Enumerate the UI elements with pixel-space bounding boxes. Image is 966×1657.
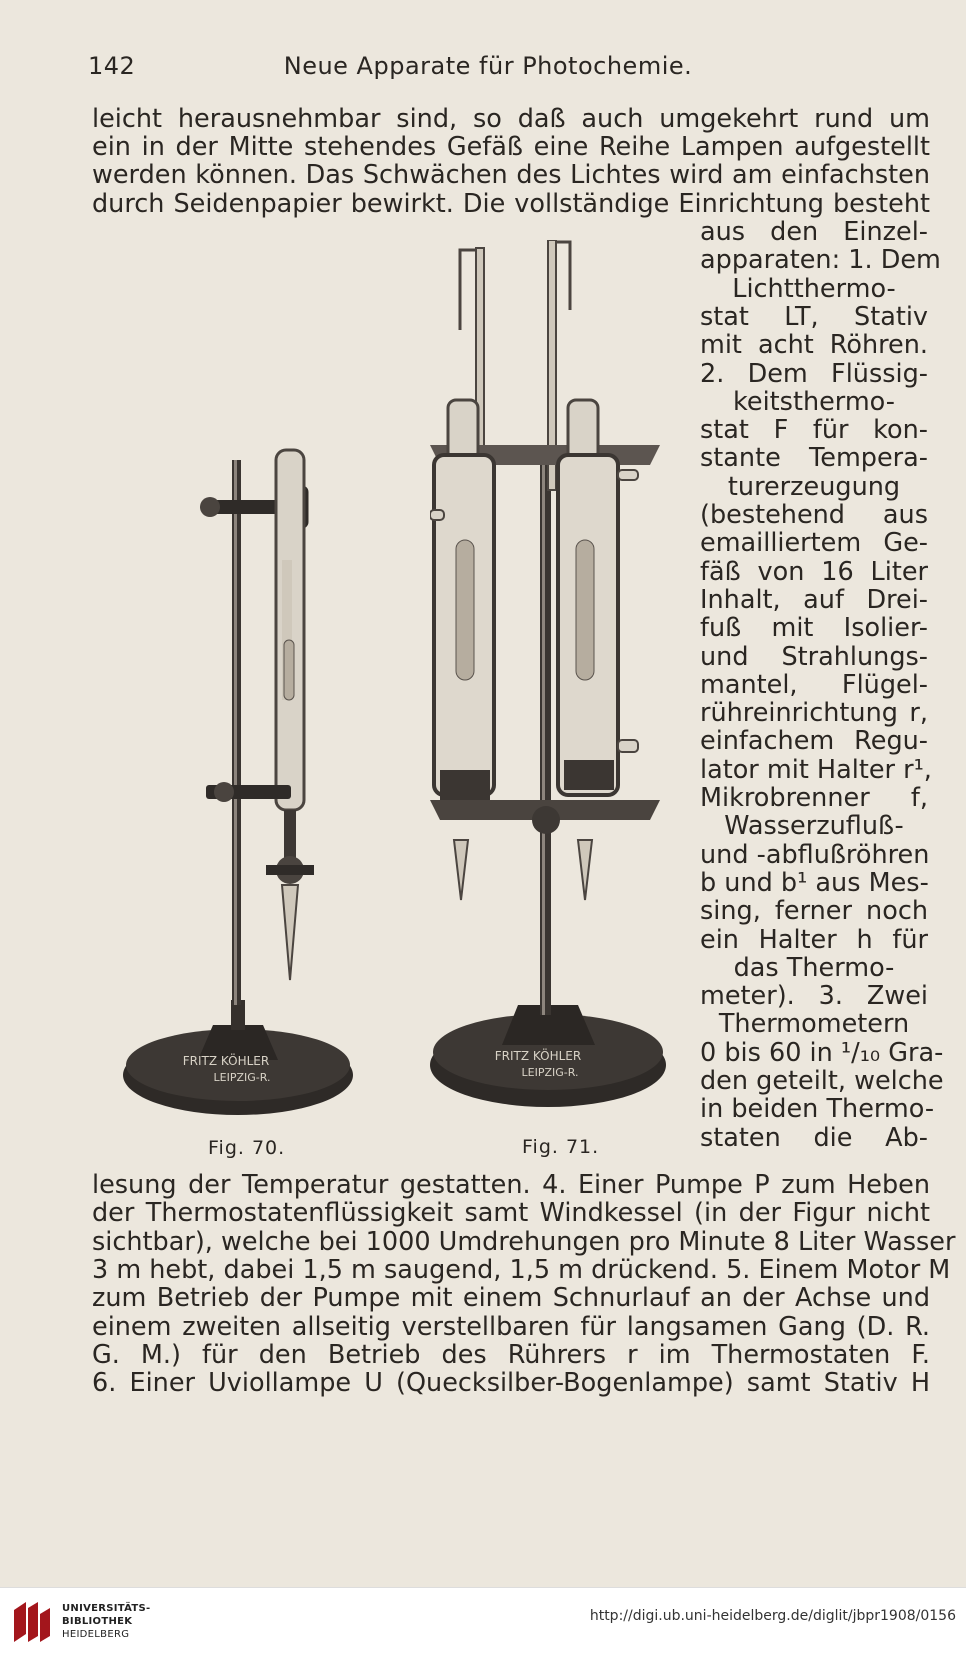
side-line: 2. Dem Flüssig- [700,358,928,389]
side-line: den geteilt, welche [700,1066,944,1096]
figure-71-maker-line1: FRITZ KÖHLER [494,1049,582,1063]
side-line: Wasserzufluß- [724,811,904,842]
side-line: b und b¹ aus Mes- [700,867,929,898]
library-name-line2: BIBLIOTHEK [62,1616,133,1627]
bottom-line: zum Betrieb der Pumpe mit einem Schnurlauf an der Achse und [92,1283,930,1314]
side-line: (bestehend aus [700,500,928,530]
library-name-line3: HEIDELBERG [62,1629,130,1640]
bottom-line: sichtbar), welche bei 1000 Umdrehungen pro Minute 8 Liter Wasser [92,1226,956,1257]
bottom-line: lesung der Temperatur gestatten. 4. Einer Pumpe P zum Heben [92,1170,930,1200]
side-line: meter). 3. Zwei [700,981,928,1012]
side-line: turerzeugung [727,471,901,502]
bottom-line: G. M.) für den Betrieb des Rührers r im Thermostaten F. [92,1339,930,1370]
side-line: fuß mit Isolier- [700,613,928,644]
side-line: stat LT, Stativ [700,301,928,332]
running-title: Neue Apparate für Photochemie. [283,52,693,80]
source-url-link[interactable]: http://digi.ub.uni-heidelberg.de/diglit/jbpr1908/0156 [589,1608,956,1624]
top-line: leicht herausnehmbar sind, so daß auch umgekehrt rund um [92,104,930,134]
side-line: fäß von 16 Liter [700,556,928,587]
side-line: rühreinrichtung r, [700,698,928,729]
side-line: staten die Ab- [700,1122,928,1153]
bottom-line: einem zweiten allseitig verstellbaren für langsamen Gang (D. R. [92,1311,930,1342]
side-line: keitsthermo- [733,386,895,417]
figure-70-maker-line2: LEIPZIG-R. [213,1071,271,1084]
side-line: Lichtthermo- [732,273,896,304]
side-line: stat F für kon- [700,415,928,446]
figure-70-maker-line1: FRITZ KÖHLER [182,1054,270,1068]
top-line: ein in der Mitte stehendes Gefäß eine Reihe Lampen aufgestellt [92,132,930,163]
bottom-line: 3 m hebt, dabei 1,5 m saugend, 1,5 m drückend. 5. Einem Motor M [92,1254,951,1285]
side-line: und -abflußröhren [700,839,930,870]
side-line: ein Halter h für [700,924,928,955]
figure-70-caption: Fig. 70. [208,1137,286,1159]
side-line: emailliertem Ge- [700,528,928,559]
side-line: lator mit Halter r¹, [700,754,932,785]
figure-71-maker-line2: LEIPZIG-R. [521,1066,579,1079]
side-line: und Strahlungs- [700,641,928,672]
library-name-line1: UNIVERSITÄTS- [62,1603,151,1614]
side-line: stante Tempera- [700,443,928,474]
side-line: apparaten: 1. Dem [700,245,941,276]
bottom-line: der Thermostatenflüssigkeit samt Windkessel (in der Figur nicht [92,1198,930,1229]
top-line: durch Seidenpapier bewirkt. Die vollständige Einrichtung besteht [92,188,930,219]
top-line: werden können. Das Schwächen des Lichtes wird am einfachsten [92,160,930,191]
side-line: sing, ferner noch [700,896,928,927]
library-name [62,1602,151,1641]
side-line: das Thermo- [733,952,895,983]
side-line: Thermometern [718,1009,910,1040]
side-line: mantel, Flügel- [700,669,928,700]
figure-71-illustration [430,240,680,1120]
bottom-line: 6. Einer Uviollampe U (Quecksilber-Bogenlampe) samt Stativ H [92,1368,930,1399]
figure-70-illustration [118,440,368,1130]
side-line: Inhalt, auf Drei- [700,584,928,615]
side-line: Mikrobrenner f, [700,783,928,813]
side-line: mit acht Röhren. [700,330,928,361]
side-line: in beiden Thermo- [700,1094,935,1125]
digitization-footer [0,1587,966,1657]
figure-71-caption: Fig. 71. [522,1136,600,1158]
side-line: aus den Einzel- [700,217,928,247]
page-number: 142 [88,52,136,80]
university-library-logo-icon [8,1598,56,1648]
side-line: 0 bis 60 in ¹/₁₀ Gra- [700,1037,944,1068]
side-line: einfachem Regu- [700,726,928,757]
page-header [88,52,888,86]
